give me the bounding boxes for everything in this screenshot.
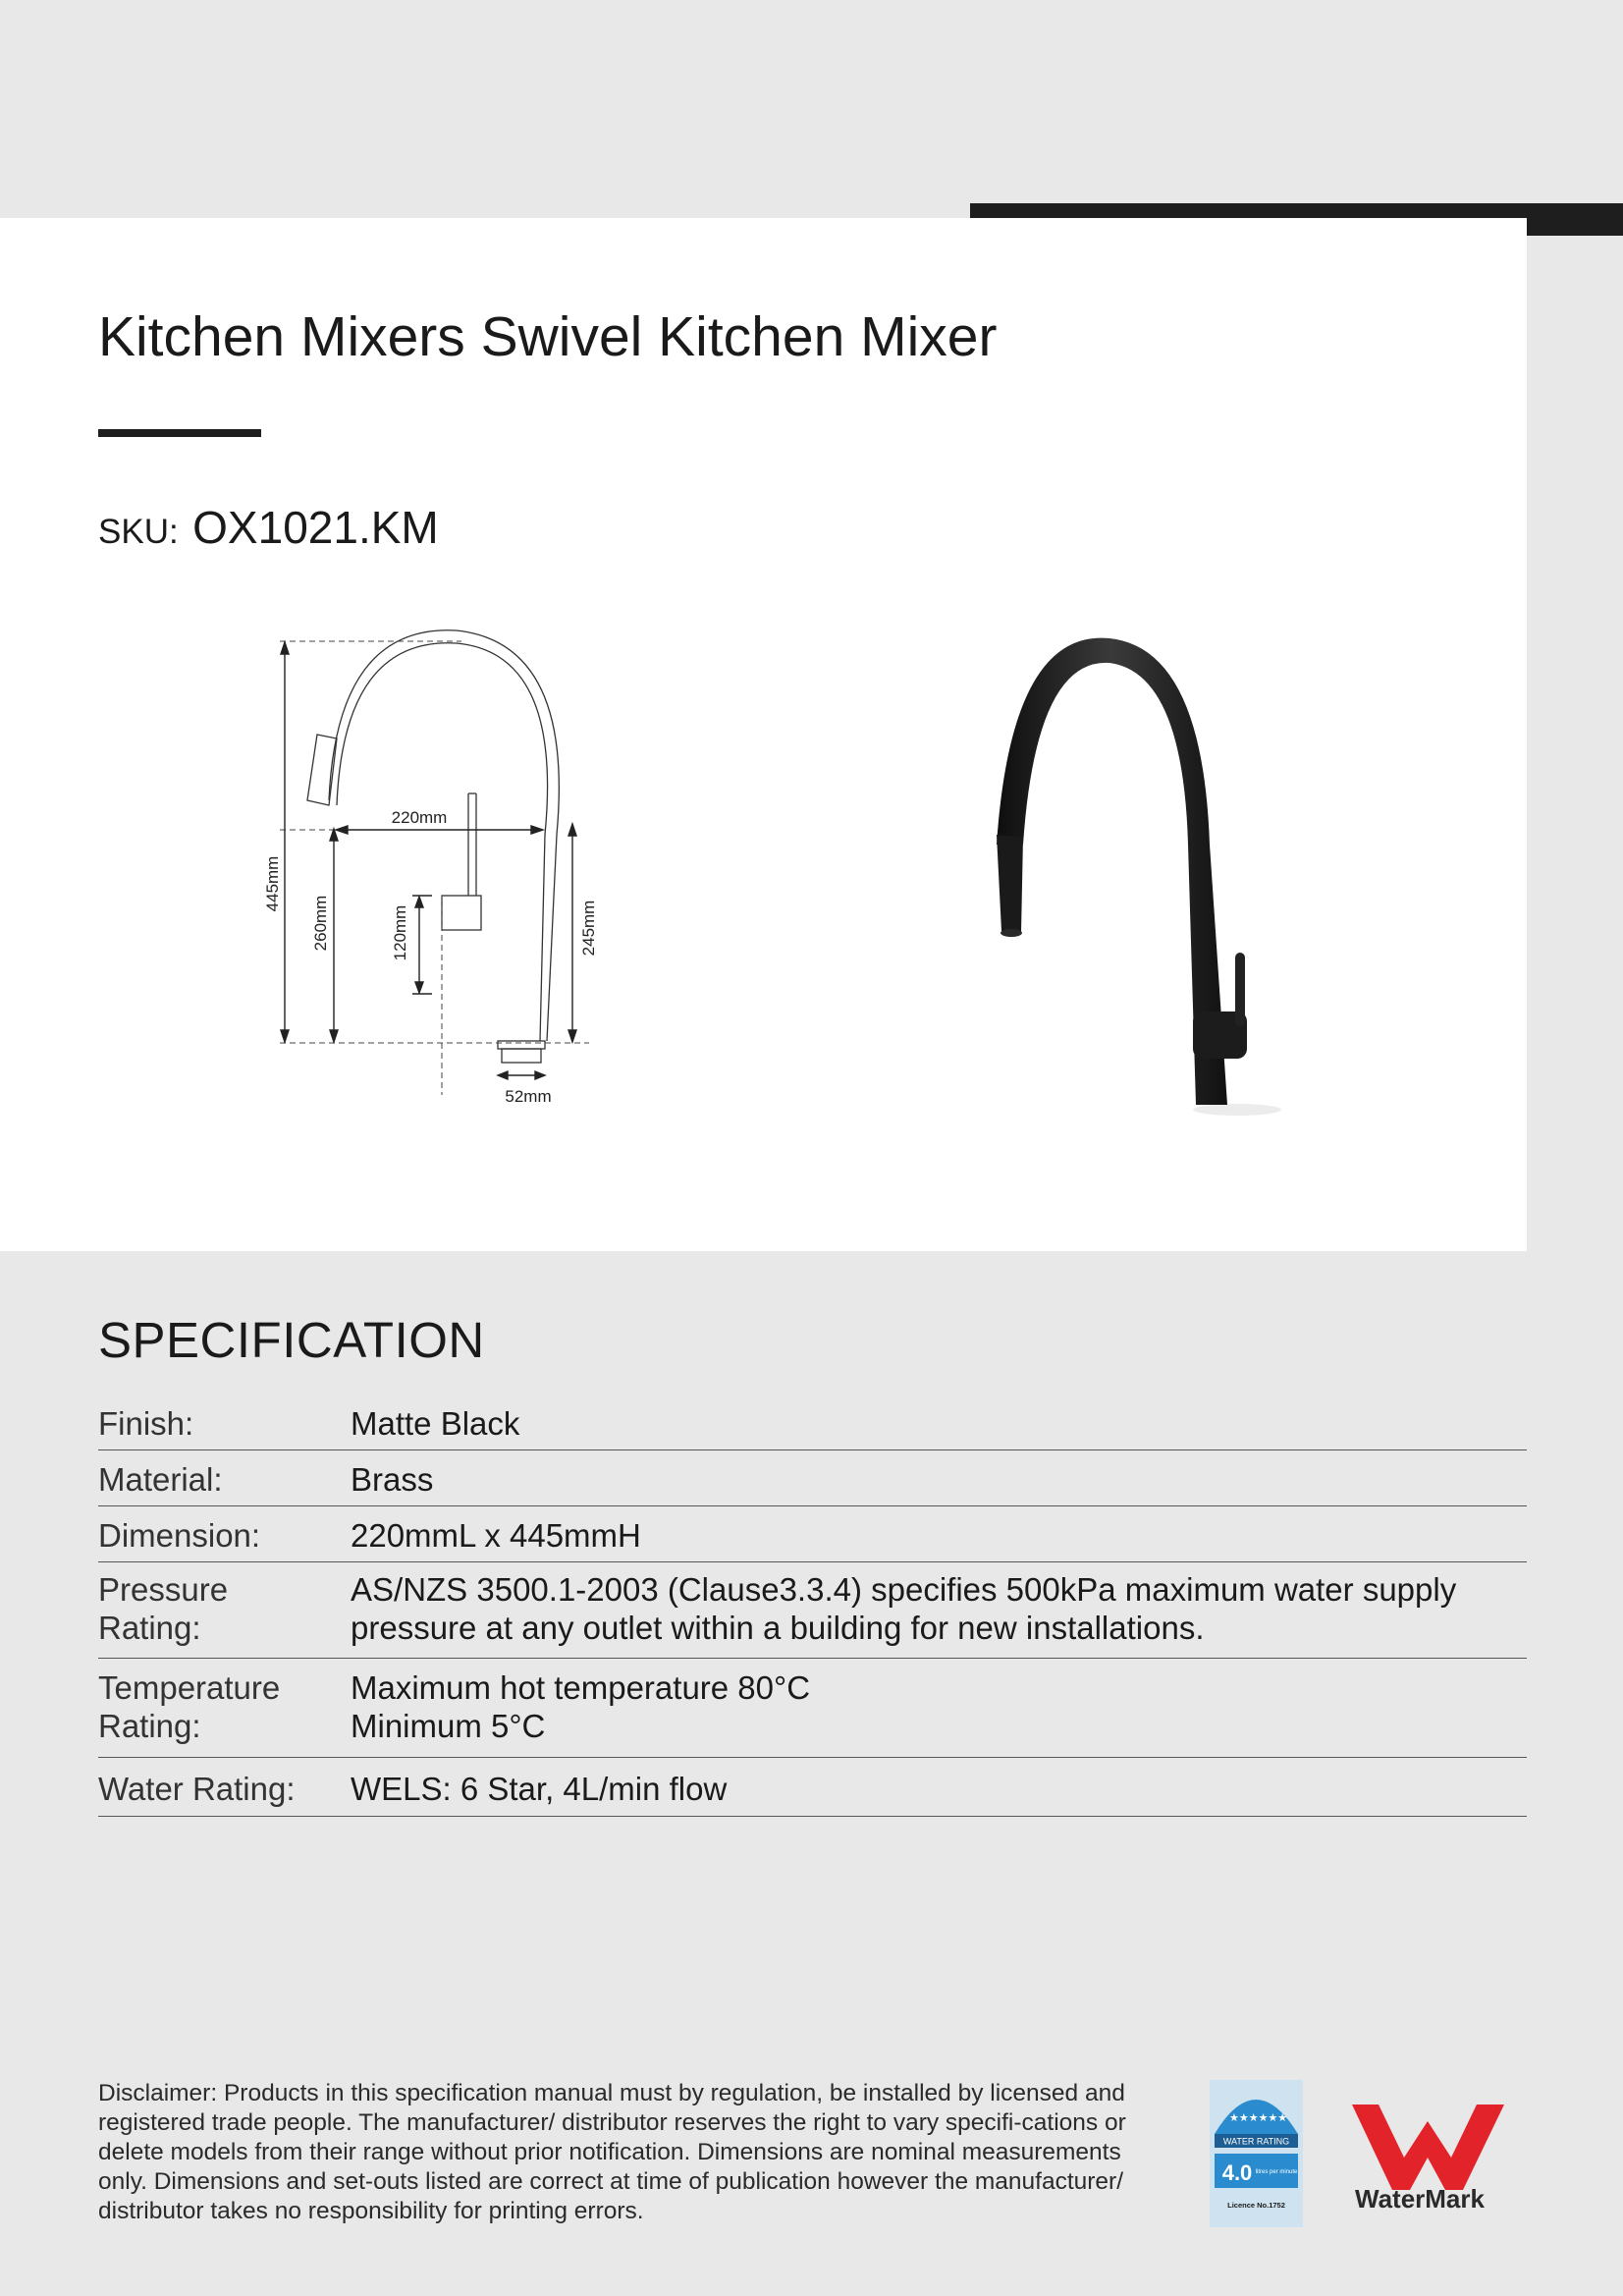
dim-body-height: 245mm xyxy=(579,900,598,957)
watermark-label: WaterMark xyxy=(1355,2184,1485,2214)
sku-value: OX1021.KM xyxy=(192,502,439,553)
sku-line xyxy=(98,501,439,554)
spec-row-material xyxy=(98,1450,1527,1506)
spec-label: Dimension: xyxy=(98,1517,261,1554)
spec-label: Pressure Rating: xyxy=(98,1571,229,1646)
spec-label: Material: xyxy=(98,1461,223,1498)
spec-row-dimension xyxy=(98,1506,1527,1562)
wels-licence: Licence No.1752 xyxy=(1227,2201,1285,2210)
wels-rating-value: 4.0 xyxy=(1221,2160,1253,2185)
wels-heading: WATER RATING xyxy=(1222,2136,1290,2147)
dim-base-diameter: 52mm xyxy=(505,1087,552,1106)
title-underline xyxy=(98,429,261,437)
wels-rating-logo xyxy=(1210,2080,1303,2227)
spec-value: Maximum hot temperature 80°C Minimum 5°C xyxy=(351,1669,811,1744)
dim-handle-height: 120mm xyxy=(391,904,409,961)
spec-value: 220mmL x 445mmH xyxy=(351,1517,641,1554)
spec-value: WELS: 6 Star, 4L/min flow xyxy=(351,1771,728,1807)
spec-label: Finish: xyxy=(98,1405,194,1442)
spec-row-pressure xyxy=(98,1562,1527,1659)
svg-text:★★★★★★: ★★★★★★ xyxy=(1229,2112,1288,2124)
spec-label: Water Rating: xyxy=(98,1771,296,1807)
product-photo xyxy=(972,619,1325,1129)
sku-label: SKU: xyxy=(98,513,179,551)
specification-heading: SPECIFICATION xyxy=(98,1312,485,1368)
spec-row-water-rating xyxy=(98,1758,1527,1817)
wels-unit: litres per minute xyxy=(1255,2169,1298,2175)
dimension-diagram xyxy=(250,629,614,1120)
specification-table xyxy=(98,1394,1527,1817)
spec-label: Temperature Rating: xyxy=(98,1669,281,1744)
dim-reach: 220mm xyxy=(391,808,448,827)
spec-value: Brass xyxy=(351,1461,434,1498)
spec-value: Matte Black xyxy=(351,1405,520,1442)
dim-overall-height: 445mm xyxy=(263,855,282,912)
dim-spout-height: 260mm xyxy=(311,895,330,952)
product-title: Kitchen Mixers Swivel Kitchen Mixer xyxy=(98,305,998,368)
spec-row-finish xyxy=(98,1394,1527,1450)
spec-row-temperature xyxy=(98,1659,1527,1758)
spec-value: AS/NZS 3500.1-2003 (Clause3.3.4) specifies 500kPa maximum water supply pressure at any outlet within a building for new installations. xyxy=(351,1571,1457,1646)
disclaimer-text: Disclaimer: Products in this specification manual must by regulation, be installed by licensed and registered trade people. The manufacturer/ distributor reserves the right to vary specifi-cations or delete models from their range without prior notification. Dimensions are nominal measurements only. Dimensions and set-outs listed are correct at time of publication however the manufacturer/ distributor takes no responsibility for printing errors. xyxy=(98,2080,1126,2224)
